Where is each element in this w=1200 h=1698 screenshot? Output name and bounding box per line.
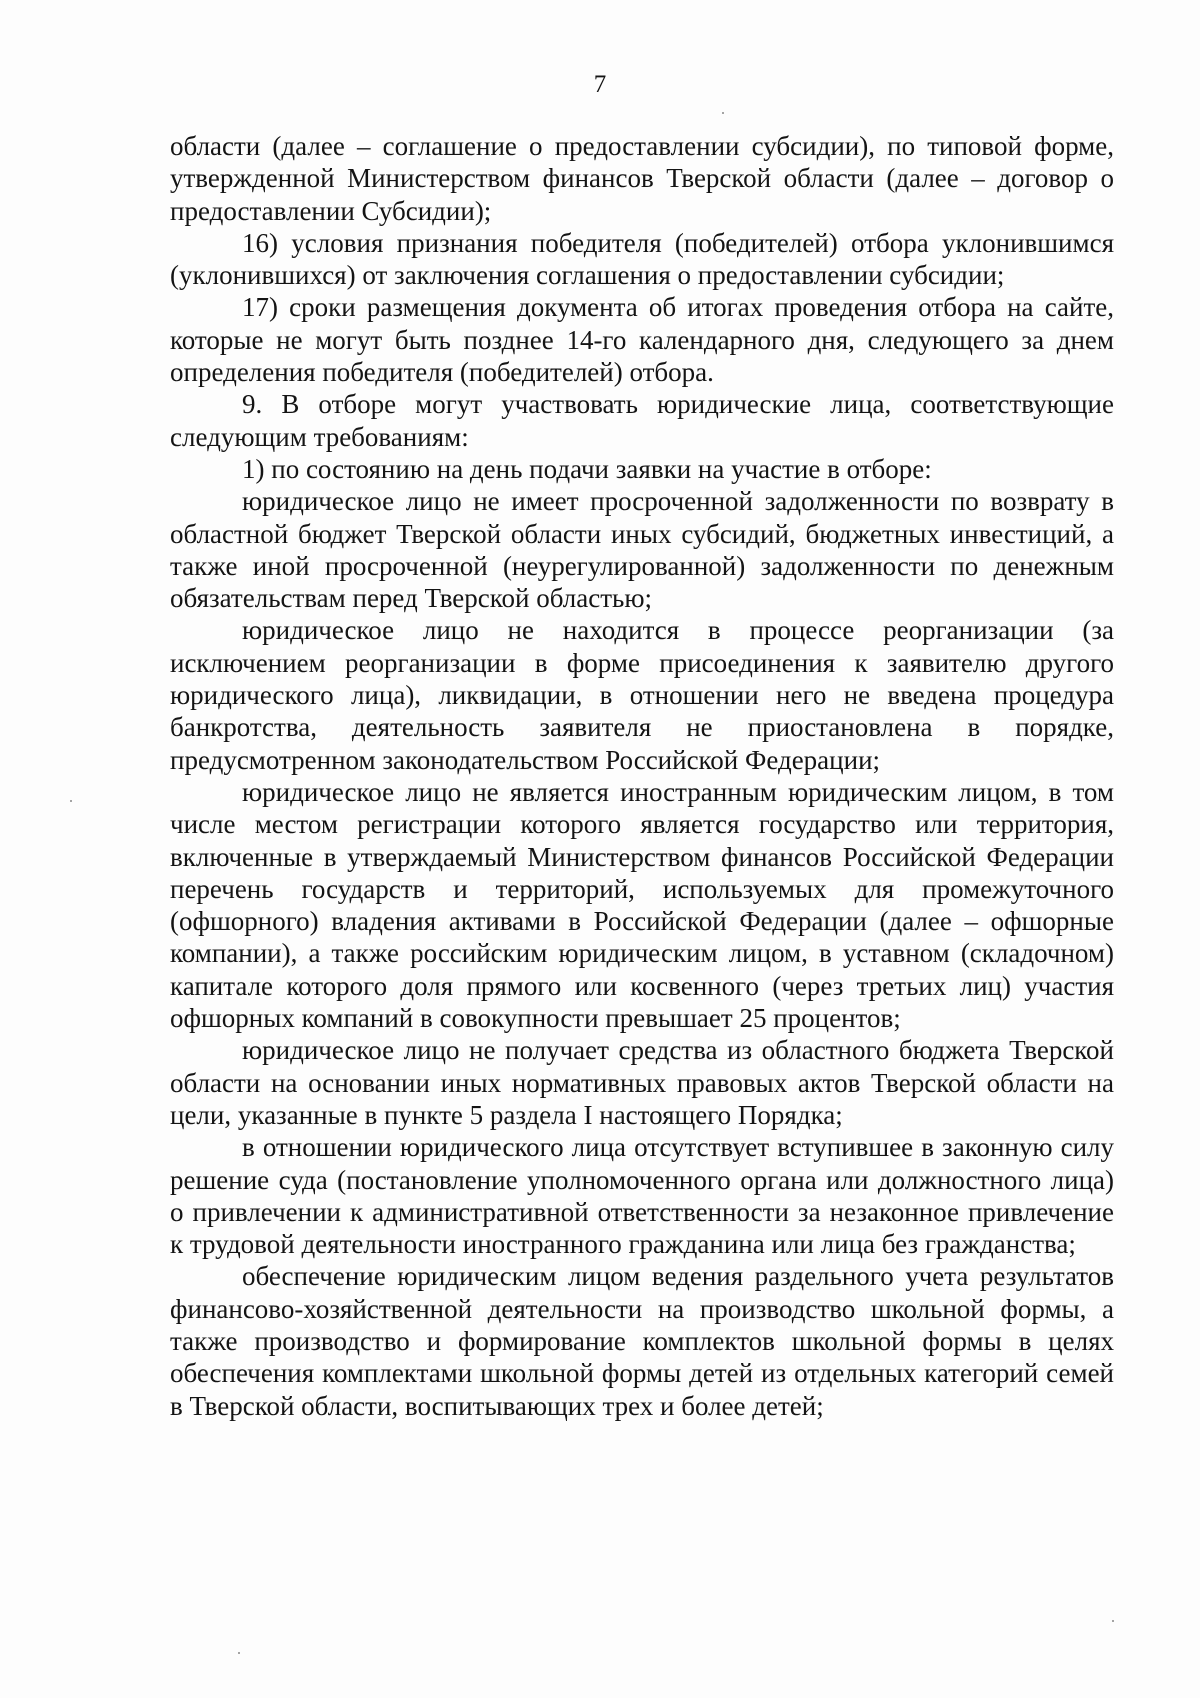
paragraph-requirement-no-debt: юридическое лицо не имеет просроченной задолженности по возврату в областной бюджет Тверской области иных субсидий, бюджетных инвестиций, а также иной просроченной (неурегулированной) задолженности по денежным обязательствам перед Тверской областью; bbox=[170, 486, 1114, 614]
paragraph-requirement-separate-accounting: обеспечение юридическим лицом ведения раздельного учета результатов финансово-хозяйственной деятельности на производство школьной формы, а также производство и формирование комплектов школьной формы в целях обеспечения комплектами школьной формы детей из отдельных категорий семей в Тверской области, воспитывающих трех и более детей; bbox=[170, 1261, 1114, 1421]
paragraph-item-16: 16) условия признания победителя (победителей) отбора уклонившимся (уклонившихся) от заключения соглашения о предоставлении субсидии; bbox=[170, 227, 1114, 291]
paragraph-requirement-no-court-decision: в отношении юридического лица отсутствует вступившее в законную силу решение суда (постановление уполномоченного органа или должностного лица) о привлечении к административной ответственности за незаконное привлечение к трудовой деятельности иностранного гражданина или лица без гражданства; bbox=[170, 1132, 1114, 1260]
document-body bbox=[170, 130, 1114, 1422]
paragraph-continuation: области (далее – соглашение о предоставлении субсидии), по типовой форме, утвержденной Министерством финансов Тверской области (далее – договор о предоставлении Субсидии); bbox=[170, 131, 1114, 226]
paragraph-subclause-1: 1) по состоянию на день подачи заявки на участие в отборе: bbox=[242, 453, 932, 484]
paragraph-item-17: 17) сроки размещения документа об итогах проведения отбора на сайте, которые не могут быть позднее 14-го календарного дня, следующего за днем определения победителя (победителей) отбора. bbox=[170, 292, 1114, 388]
scan-speck bbox=[70, 800, 72, 802]
paragraph-requirement-not-foreign: юридическое лицо не является иностранным юридическим лицом, в том числе местом регистрации которого является государство или территория, включенные в утверждаемый Министерством финансов Российской Федерации перечень государств и территорий, используемых для промежуточного (офшорного) владения активами в Российской Федерации (далее – офшорные компании), а также российским юридическим лицом, в уставном (складочном) капитале которого доля прямого или косвенного (через третьих лиц) участия офшорных компаний в совокупности превышает 25 процентов; bbox=[170, 776, 1114, 1034]
paragraph-requirement-no-reorganization: юридическое лицо не находится в процессе реорганизации (за исключением реорганизации в форме присоединения к заявителю другого юридического лица), ликвидации, в отношении него не введена процедура банкротства, деятельность заявителя не приостановлена в порядке, предусмотренном законодательством Российской Федерации; bbox=[170, 615, 1114, 775]
paragraph-requirement-no-other-funds: юридическое лицо не получает средства из областного бюджета Тверской области на основании иных нормативных правовых актов Тверской области на цели, указанные в пункте 5 раздела I настоящего Порядка; bbox=[170, 1035, 1114, 1130]
scan-speck bbox=[1112, 1620, 1114, 1622]
paragraph-clause-9: 9. В отборе могут участвовать юридические лица, соответствующие следующим требованиям: bbox=[170, 389, 1114, 452]
scan-speck bbox=[238, 1652, 240, 1654]
scan-speck bbox=[722, 112, 724, 114]
page-number: 7 bbox=[593, 71, 607, 98]
